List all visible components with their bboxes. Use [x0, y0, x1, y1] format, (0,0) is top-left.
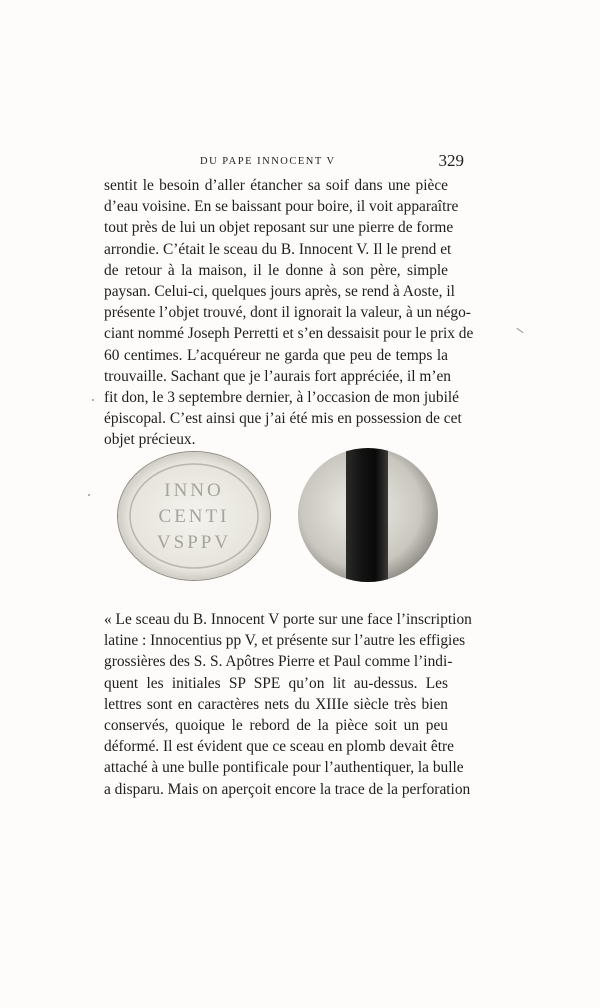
text-line: tout près de lui un objet reposant sur une pierre de forme — [104, 219, 454, 237]
paragraph-1 — [104, 175, 474, 450]
running-head: DU PAPE INNOCENT V — [200, 156, 336, 167]
text-line: objet précieux. — [104, 431, 196, 449]
margin-speck — [516, 328, 523, 333]
seal-obverse-inscription — [118, 452, 270, 580]
margin-speck — [88, 494, 90, 496]
text-line: a disparu. Mais on aperçoit encore la trace de la perforation — [104, 780, 471, 798]
text-line: paysan. Celui-ci, quelques jours après, se rend à Aoste, il — [104, 282, 455, 300]
seal-reverse-image — [298, 448, 438, 582]
page-number: 329 — [438, 151, 464, 170]
text-line: arrondie. C’était le sceau du B. Innocent V. Il le prend et — [104, 240, 452, 258]
text-line: grossières des S. S. Apôtres Pierre et Paul comme l’indi- — [104, 653, 453, 671]
seal-obverse-image — [118, 452, 270, 580]
paragraph-2 — [104, 609, 472, 800]
text-line: sentit le besoin d’aller étancher sa soif dans une pièce — [104, 177, 448, 194]
text-line: lettres sont en caractères nets du XIIIe siècle très bien — [104, 695, 448, 713]
text-line: ciant nommé Joseph Perretti et s’en dessaisit pour le prix de — [104, 325, 474, 343]
margin-speck — [92, 399, 94, 401]
inscription-line-2: CENTI — [158, 506, 230, 527]
text-line: déformé. Il est évident que ce sceau en plomb devait être — [104, 738, 454, 756]
text-line: fit don, le 3 septembre dernier, à l’occasion de mon jubilé — [104, 388, 459, 406]
text-line: quent les initiales SP SPE qu’on lit au-dessus. Les — [104, 674, 448, 692]
text-line: attaché à une bulle pontificale pour l’authentiquer, la bulle — [104, 759, 464, 777]
text-line: de retour à la maison, il le donne à son père, simple — [104, 261, 448, 279]
inscription-line-1: INNO — [164, 480, 224, 501]
inscription-line-3: VSPPV — [156, 532, 232, 553]
text-line: présente l’objet trouvé, dont il ignorait la valeur, à un négo- — [104, 304, 471, 322]
text-line: conservés, quoique le rebord de la pièce soit un peu — [104, 716, 448, 734]
text-line: latine : Innocentius pp V, et présente sur l’autre les effigies — [104, 632, 466, 650]
text-line: 60 centimes. L’acquéreur ne garda que peu de temps la — [104, 346, 448, 364]
text-line: trouvaille. Sachant que je l’aurais fort appréciée, il m’en — [104, 367, 451, 385]
text-line: épiscopal. C’est ainsi que j’ai été mis en possession de cet — [104, 410, 462, 428]
text-line: « Le sceau du B. Innocent V porte sur une face l’inscription — [104, 611, 472, 628]
perforation-trace — [346, 448, 388, 582]
text-line: d’eau voisine. En se baissant pour boire, il voit apparaître — [104, 198, 459, 216]
page-header — [104, 151, 488, 174]
